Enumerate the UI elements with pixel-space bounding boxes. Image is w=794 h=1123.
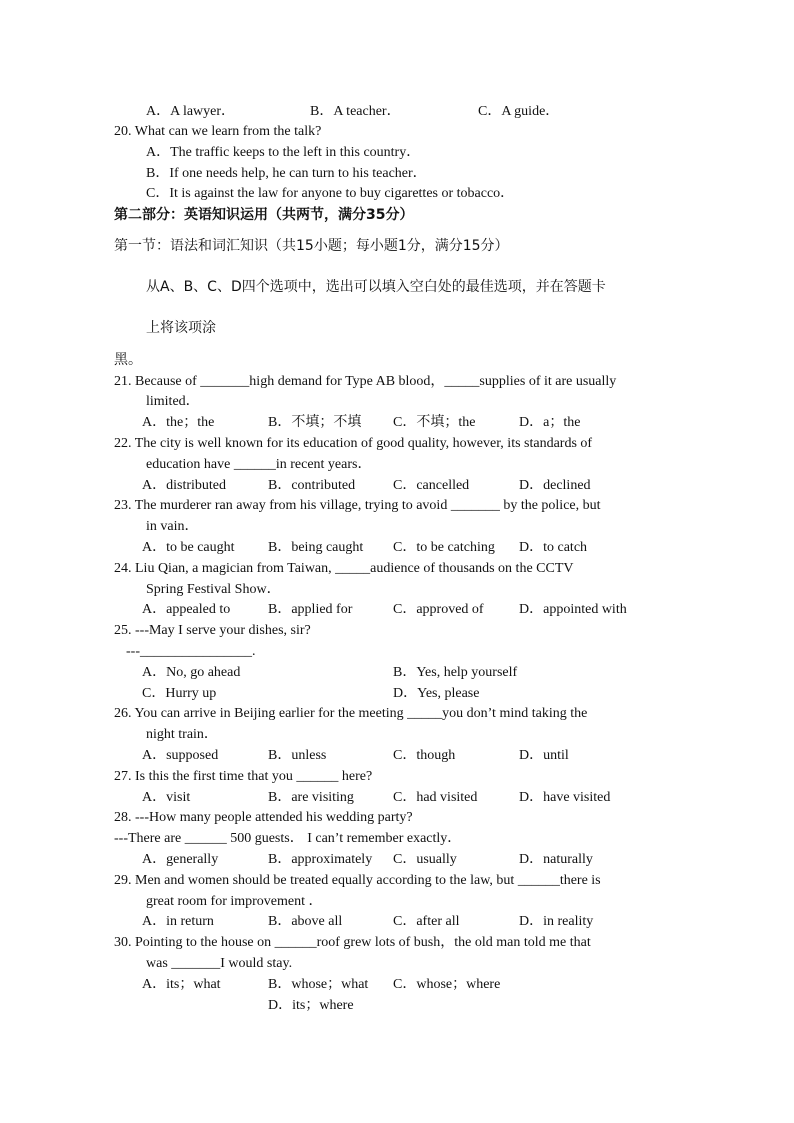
q24-option-d: D．appointed with (519, 602, 627, 617)
q22-option-d: D．declined (519, 478, 591, 493)
q21-option-b: B．不填；不填 (268, 415, 362, 430)
q29-option-b: B．above all (268, 914, 343, 929)
q26-option-c: C．though (393, 748, 456, 763)
q26-option-d: D．until (519, 748, 569, 763)
q28-stem-cont: ---There are ______ 500 guests． I can’t remember exactly． (114, 831, 462, 846)
q19-option-b: B．A teacher． (310, 104, 401, 119)
instruction-line-2: 上将该项涂 (146, 320, 216, 336)
q23-stem: 23. The murderer ran away from his village, trying to avoid _______ by the police, but (114, 498, 601, 513)
q27-stem: 27. Is this the first time that you ______ here? (114, 769, 373, 784)
q21-stem-cont: limited． (146, 394, 200, 409)
section1-heading: 第一节：语法和词汇知识（共15小题；每小题1分，满分15分） (114, 238, 509, 254)
q25-option-a: A．No, go ahead (142, 665, 241, 680)
q28-stem: 28. ---How many people attended his wedding party? (114, 810, 413, 825)
q20-option-c: C．It is against the law for anyone to buy cigarettes or tobacco． (146, 186, 515, 201)
q29-option-c: C．after all (393, 914, 460, 929)
q23-option-b: B．being caught (268, 540, 364, 555)
q24-option-a: A．appealed to (142, 602, 231, 617)
instruction-line-1: 从A、B、C、D四个选项中，选出可以填入空白处的最佳选项，并在答题卡 (146, 279, 606, 295)
q29-option-a: A．in return (142, 914, 214, 929)
instruction-line-3: 黑。 (114, 352, 142, 368)
q30-option-b: B．whose；what (268, 977, 369, 992)
q28-option-c: C．usually (393, 852, 457, 867)
q25-stem: 25. ---May I serve your dishes, sir? (114, 623, 311, 638)
q30-option-d: D．its；where (268, 998, 354, 1013)
q24-stem-cont: Spring Festival Show． (146, 582, 281, 597)
q22-stem: 22. The city is well known for its education of good quality, however, its standards of (114, 436, 593, 451)
q21-option-d: D．a；the (519, 415, 581, 430)
q27-option-c: C．had visited (393, 790, 478, 805)
q22-option-b: B．contributed (268, 478, 356, 493)
q22-option-a: A．distributed (142, 478, 226, 493)
q29-stem-cont: great room for improvement ． (146, 894, 323, 909)
q30-option-c: C．whose；where (393, 977, 501, 992)
q29-option-d: D．in reality (519, 914, 594, 929)
q23-stem-cont: in vain． (146, 519, 199, 534)
q19-option-a: A．A lawyer． (146, 104, 236, 119)
q23-option-a: A．to be caught (142, 540, 235, 555)
q21-option-a: A．the；the (142, 415, 215, 430)
q23-option-c: C．to be catching (393, 540, 495, 555)
q20-option-b: B．If one needs help, he can turn to his teacher． (146, 166, 427, 181)
q28-option-d: D．naturally (519, 852, 593, 867)
q27-option-a: A．visit (142, 790, 191, 805)
q22-option-c: C．cancelled (393, 478, 470, 493)
q28-option-a: A．generally (142, 852, 219, 867)
q27-option-b: B．are visiting (268, 790, 354, 805)
q29-stem: 29. Men and women should be treated equally according to the law, but ______there is (114, 873, 601, 888)
q30-option-a: A．its；what (142, 977, 221, 992)
q26-stem-cont: night train． (146, 727, 218, 742)
q26-option-a: A．supposed (142, 748, 219, 763)
part2-heading: 第二部分：英语知识运用（共两节，满分35分） (114, 207, 414, 223)
q23-option-d: D．to catch (519, 540, 588, 555)
q25-option-c: C．Hurry up (142, 686, 217, 701)
q25-stem-cont: ---________________. (126, 644, 256, 659)
q26-option-b: B．unless (268, 748, 327, 763)
q24-stem: 24. Liu Qian, a magician from Taiwan, _____audience of thousands on the CCTV (114, 561, 574, 576)
q19-option-c: C．A guide． (478, 104, 560, 119)
q30-stem-cont: was _______I would stay. (146, 956, 293, 971)
q24-option-c: C．approved of (393, 602, 484, 617)
q21-option-c: C．不填；the (393, 415, 476, 430)
q25-option-d: D．Yes, please (393, 686, 480, 701)
q26-stem: 26. You can arrive in Beijing earlier for the meeting _____you don’t mind taking the (114, 706, 588, 721)
q24-option-b: B．applied for (268, 602, 353, 617)
q21-stem: 21. Because of _______high demand for Type AB blood，_____supplies of it are usually (114, 374, 617, 389)
q28-option-b: B．approximately (268, 852, 373, 867)
q20-stem: 20. What can we learn from the talk? (114, 124, 322, 139)
q27-option-d: D．have visited (519, 790, 611, 805)
q22-stem-cont: education have ______in recent years． (146, 457, 372, 472)
q30-stem: 30. Pointing to the house on ______roof grew lots of bush，the old man told me that (114, 935, 591, 950)
q20-option-a: A．The traffic keeps to the left in this country． (146, 145, 421, 160)
q25-option-b: B．Yes, help yourself (393, 665, 518, 680)
